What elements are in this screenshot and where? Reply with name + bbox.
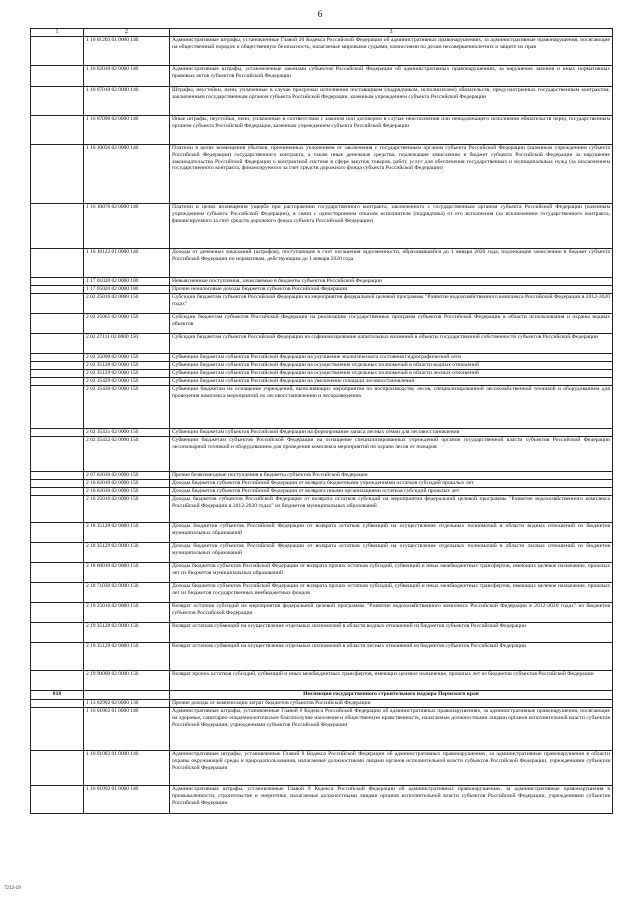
table-row: [31, 249, 613, 278]
admin-code-cell: [31, 480, 84, 488]
admin-code-cell: [31, 334, 84, 354]
budget-code-cell: 2 19 90000 02 0000 150: [84, 671, 170, 691]
table-row: [31, 354, 613, 362]
description-cell: Доходы бюджетов субъектов Российской Федерации от возврата иными организациями остатков субсидий прошлых лет: [170, 488, 613, 496]
budget-code-cell: 2 07 02030 02 0000 150: [84, 472, 170, 480]
description-cell: Прочие безвозмездные поступления в бюджеты субъектов Российской Федерации: [170, 472, 613, 480]
table-row: [31, 66, 613, 87]
budget-code-cell: 1 16 01203 01 0000 140: [84, 37, 170, 66]
budget-code-cell: 2 18 35128 02 0000 150: [84, 523, 170, 543]
description-cell: Прочие доходы от компенсации затрат бюджетов субъектов Российской Федерации: [170, 700, 613, 708]
admin-code-cell: [31, 378, 84, 386]
table-row: [31, 488, 613, 496]
budget-code-cell: 2 19 35128 02 0000 150: [84, 623, 170, 643]
description-cell: Возврат остатков субсидий на мероприятия федеральной целевой программы "Развитие водохозяйственного комплекса Российской Федерации в 2012-2020 годах" из бюджетов субъектов Российской Федерации: [170, 603, 613, 623]
description-cell: Доходы бюджетов субъектов Российской Федерации от возврата остатков субсидий на мероприятия федеральной целевой программы "Развитие водохозяйственного комплекса Российской Федерации в 2012-2020 годах" из бюджетов муниципальных образований: [170, 496, 613, 523]
description-cell: Штрафы, неустойки, пени, уплаченные в случае просрочки исполнения поставщиком (подрядчиком, исполнителем) обязательств, предусмотренных государственным контрактом, заключенным государственным органом субъекта Российской Федерации, казенным учреждением субъекта Российской Федерации: [170, 87, 613, 116]
table-row: [31, 786, 613, 814]
budget-code-cell: 1 16 10076 02 0000 140: [84, 204, 170, 249]
footer-document-code: 7212-19: [4, 886, 21, 891]
table-row: [31, 583, 613, 603]
admin-code-cell: [31, 786, 84, 814]
revenue-codes-table: [30, 28, 613, 814]
admin-code-cell: [31, 116, 84, 145]
admin-code-cell: [31, 386, 84, 429]
budget-code-cell: 2 02 35432 02 0000 150: [84, 437, 170, 472]
budget-code-cell: 2 18 60010 02 0000 150: [84, 563, 170, 583]
admin-code-cell: [31, 286, 84, 294]
admin-code-cell: [31, 437, 84, 472]
header-col-3: 3: [170, 29, 613, 37]
budget-code-cell: 2 02 25065 02 0000 150: [84, 314, 170, 334]
description-cell: Невыясненные поступления, зачисляемые в бюджеты субъектов Российской Федерации: [170, 278, 613, 286]
admin-code-cell: [31, 314, 84, 334]
table-row: [31, 523, 613, 543]
description-cell: Возврат остатков субвенций на осуществление отдельных полномочий в области лесных отношений из бюджетов субъектов Российской Федерации: [170, 643, 613, 671]
admin-code-cell: [31, 370, 84, 378]
description-cell: Возврат остатков субвенций на осуществление отдельных полномочий в области водных отношений из бюджетов субъектов Российской Федерации: [170, 623, 613, 643]
description-cell: Субсидии бюджетам субъектов Российской Федерации на мероприятия федеральной целевой программы "Развитие водохозяйственного комплекса Российской Федерации в 2012-2020 годах": [170, 294, 613, 314]
table-row: [31, 496, 613, 523]
description-cell: Административные штрафы, установленные Главой 8 Кодекса Российской Федерации об административных правонарушениях, за административные правонарушения в области охраны окружающей среды и природопользования, налагаемые должностными лицами органов исполнительной власти субъектов Российской Федерации, учреждениями субъектов Российской Федерации: [170, 751, 613, 786]
budget-code-cell: 2 18 71030 02 0000 150: [84, 583, 170, 603]
table-row: [31, 480, 613, 488]
budget-code-cell: 1 16 02010 02 0000 140: [84, 66, 170, 87]
description-cell: Инспекция государственного строительного надзора Пермского края: [170, 691, 613, 700]
admin-code-cell: [31, 623, 84, 643]
table-row: [31, 204, 613, 249]
header-col-2: 2: [84, 29, 170, 37]
table-row: [31, 671, 613, 691]
description-cell: Субсидии бюджетам субъектов Российской Федерации на софинансирование капитальных вложений в объекты государственной собственности субъектов Российской Федерации: [170, 334, 613, 354]
admin-code-cell: [31, 563, 84, 583]
description-cell: Доходы бюджетов субъектов Российской Федерации от возврата бюджетными учреждениями остатков субсидий прошлых лет: [170, 480, 613, 488]
header-col-1: 1: [31, 29, 84, 37]
table-row: [31, 378, 613, 386]
budget-code-cell: 2 19 25016 02 0000 150: [84, 603, 170, 623]
budget-code-cell: 1 16 10122 01 0000 140: [84, 249, 170, 278]
description-cell: Административные штрафы, установленные Главой 9 Кодекса Российской Федерации об административных правонарушениях, за административные правонарушения в промышленности, строительстве и энергетике, налагаемые должностными лицами органов исполнительной власти субъектов Российской Федерации, учреждениями субъектов Российской Федерации: [170, 786, 613, 814]
admin-code-cell: [31, 294, 84, 314]
description-cell: Административные штрафы, установленные законами субъектов Российской Федерации об административных правонарушениях, за нарушение законов и иных нормативных правовых актов субъектов Российской Федерации: [170, 66, 613, 87]
description-cell: Прочие неналоговые доходы бюджетов субъектов Российской Федерации: [170, 286, 613, 294]
budget-code-cell: 2 19 35129 02 0000 150: [84, 643, 170, 671]
budget-code-cell: 2 18 25016 02 0000 150: [84, 496, 170, 523]
description-cell: Доходы бюджетов субъектов Российской Федерации от возврата остатков субвенций на осуществление отдельных полномочий в области лесных отношений из бюджетов муниципальных образований: [170, 543, 613, 563]
admin-code-cell: [31, 249, 84, 278]
description-cell: Административные штрафы, установленные Главой 20 Кодекса Российской Федерации об административных правонарушениях, за административные правонарушения, посягающие на общественный порядок и общественную безопасность, налагаемые мировыми судьями, комиссиями по делам несовершеннолетних и защите их прав: [170, 37, 613, 66]
description-cell: Субвенции бюджетам субъектов Российской Федерации на увеличение площади лесовосстановления: [170, 378, 613, 386]
table-row: [31, 472, 613, 480]
admin-code-cell: [31, 671, 84, 691]
budget-code-cell: 2 02 35129 02 0000 150: [84, 370, 170, 378]
description-cell: Административные штрафы, установленные Главой 6 Кодекса Российской Федерации об административных правонарушениях, за административные правонарушения, посягающие на здоровье, санитарно-эпидемиологическое благополучие населения и общественную нравственность, налагаемые должностными лицами органов исполнительной власти субъектов Российской Федерации, учреждениями субъектов Российской Федерации: [170, 708, 613, 751]
description-cell: Субвенции бюджетам субъектов Российской Федерации на осуществление отдельных полномочий в области лесных отношений: [170, 370, 613, 378]
budget-code-cell: [84, 691, 170, 700]
admin-code-cell: [31, 204, 84, 249]
admin-code-cell: [31, 278, 84, 286]
description-cell: Субсидии бюджетам субъектов Российской Федерации на реализацию государственных программ субъектов Российской Федерации в области использования и охраны водных объектов: [170, 314, 613, 334]
description-cell: Доходы бюджетов субъектов Российской Федерации от возврата остатков субвенций на осуществление отдельных полномочий в области водных отношений из бюджетов муниципальных образований: [170, 523, 613, 543]
table-row: [31, 437, 613, 472]
admin-code-cell: [31, 583, 84, 603]
table-body: [31, 29, 613, 814]
budget-code-cell: 2 02 35429 02 0000 150: [84, 378, 170, 386]
description-cell: Субвенции бюджетам субъектов Российской Федерации на оснащение специализированных учреждений органов государственной власти субъектов Российской Федерации лесопожарной техникой и оборудованием для проведения комплекса мероприятий по охране лесов от пожаров: [170, 437, 613, 472]
budget-code-cell: 2 18 35129 02 0000 150: [84, 543, 170, 563]
admin-code-cell: [31, 429, 84, 437]
budget-code-cell: 1 16 07090 02 0000 140: [84, 116, 170, 145]
table-row: [31, 334, 613, 354]
table-row: [31, 314, 613, 334]
description-cell: Субвенции бюджетам субъектов Российской Федерации на осуществление отдельных полномочий в области водных отношений: [170, 362, 613, 370]
table-row: [31, 386, 613, 429]
table-row: [31, 603, 613, 623]
admin-code-cell: [31, 643, 84, 671]
budget-code-cell: 2 02 35431 02 0000 150: [84, 429, 170, 437]
table-row: [31, 286, 613, 294]
description-cell: Иные штрафы, неустойки, пени, уплаченные в соответствии с законом или договором в случае неисполнения или ненадлежащего исполнения обязательств перед государственным органом субъекта Российской Федерации, казенным учреждением субъекта Российской Федерации: [170, 116, 613, 145]
admin-code-cell: [31, 37, 84, 66]
table-row: [31, 429, 613, 437]
admin-code-cell: [31, 523, 84, 543]
admin-code-cell: [31, 87, 84, 116]
admin-code-cell: [31, 543, 84, 563]
budget-code-cell: 2 18 02010 02 0000 150: [84, 480, 170, 488]
admin-code-cell: 818: [31, 691, 84, 700]
budget-code-cell: 1 17 01020 02 0000 180: [84, 278, 170, 286]
description-cell: Возврат прочих остатков субсидий, субвенций и иных межбюджетных трансфертов, имеющих целевое назначение, прошлых лет из бюджетов субъектов Российской Федерации: [170, 671, 613, 691]
budget-code-cell: 1 16 01082 01 0000 140: [84, 751, 170, 786]
budget-code-cell: 2 02 35128 02 0000 150: [84, 362, 170, 370]
admin-code-cell: [31, 145, 84, 204]
budget-code-cell: 1 16 01062 01 0000 140: [84, 708, 170, 751]
admin-code-cell: [31, 66, 84, 87]
budget-code-cell: 1 16 07010 02 0000 140: [84, 87, 170, 116]
budget-code-cell: 1 17 05020 02 0000 180: [84, 286, 170, 294]
budget-code-cell: 1 16 01092 01 0000 140: [84, 786, 170, 814]
description-cell: Субвенции бюджетам на оснащение учреждений, выполняющих мероприятия по воспроизводству лесов, специализированной лесохозяйственной техникой и оборудованием для проведения комплекса мероприятий по лесовосстановлению и лесоразведению: [170, 386, 613, 429]
description-cell: Доходы бюджетов субъектов Российской Федерации от возврата прочих остатков субсидий, субвенций и иных межбюджетных трансфертов, имеющих целевое назначение, прошлых лет из бюджетов государственных внебюджетных фондов: [170, 583, 613, 603]
budget-code-cell: 2 02 27111 02 0000 150: [84, 334, 170, 354]
budget-code-cell: 1 16 10056 02 0000 140: [84, 145, 170, 204]
table-row: [31, 643, 613, 671]
section-header-row: [31, 691, 613, 700]
table-row: [31, 563, 613, 583]
table-row: [31, 294, 613, 314]
admin-code-cell: [31, 751, 84, 786]
admin-code-cell: [31, 488, 84, 496]
budget-code-cell: 2 02 25016 02 0000 150: [84, 294, 170, 314]
description-cell: Платежи в целях возмещения убытков, причиненных уклонением от заключения с государственным органом субъекта Российской Федерации (казенным учреждением субъекта Российской Федерации) государственного контракта, а также иные денежные средства, подлежащие зачислению в бюджет субъекта Российской Федерации за нарушение законодательства Российской Федерации о контрактной системе в сфере закупок товаров, работ, услуг для обеспечения государственных и муниципальных нужд (за исключением государственного контракта, финансируемого за счет средств дорожного фонда субъекта Российской Федерации): [170, 145, 613, 204]
table-row: [31, 543, 613, 563]
table-row: [31, 623, 613, 643]
budget-code-cell: 2 02 35090 02 0000 150: [84, 354, 170, 362]
admin-code-cell: [31, 354, 84, 362]
admin-code-cell: [31, 700, 84, 708]
table-row: [31, 362, 613, 370]
description-cell: Субвенции бюджетам субъектов Российской Федерации на улучшение экологического состояния гидрографической сети: [170, 354, 613, 362]
budget-code-cell: 1 13 02992 02 0000 130: [84, 700, 170, 708]
admin-code-cell: [31, 472, 84, 480]
table-row: [31, 145, 613, 204]
admin-code-cell: [31, 362, 84, 370]
table-row: [31, 700, 613, 708]
table-row: [31, 87, 613, 116]
admin-code-cell: [31, 496, 84, 523]
table-row: [31, 37, 613, 66]
description-cell: Платежи в целях возмещения ущерба при расторжении государственного контракта, заключенного с государственным органом субъекта Российской Федерации (казенным учреждением субъекта Российской Федерации), в связи с односторонним отказом исполнителя (подрядчика) от его исполнения (за исключением государственного контракта, финансируемого за счет средств дорожного фонда субъекта Российской Федерации): [170, 204, 613, 249]
table-row: [31, 751, 613, 786]
admin-code-cell: [31, 603, 84, 623]
table-header-row: [31, 29, 613, 37]
budget-code-cell: 2 02 35430 02 0000 150: [84, 386, 170, 429]
table-row: [31, 708, 613, 751]
table-row: [31, 370, 613, 378]
description-cell: Субвенции бюджетам субъектов Российской Федерации на формирование запаса лесных семян для лесовосстановления: [170, 429, 613, 437]
table-row: [31, 278, 613, 286]
page-number: 6: [317, 9, 323, 19]
description-cell: Доходы от денежных взысканий (штрафов), поступающие в счет погашения задолженности, образовавшейся до 1 января 2020 года, подлежащие зачислению в бюджет субъекта Российской Федерации по нормативам, действующим до 1 января 2020 года: [170, 249, 613, 278]
admin-code-cell: [31, 708, 84, 751]
budget-code-cell: 2 18 02030 02 0000 150: [84, 488, 170, 496]
table-row: [31, 116, 613, 145]
description-cell: Доходы бюджетов субъектов Российской Федерации от возврата прочих остатков субсидий, субвенций и иных межбюджетных трансфертов, имеющих целевое назначение, прошлых лет из бюджетов муниципальных образований: [170, 563, 613, 583]
